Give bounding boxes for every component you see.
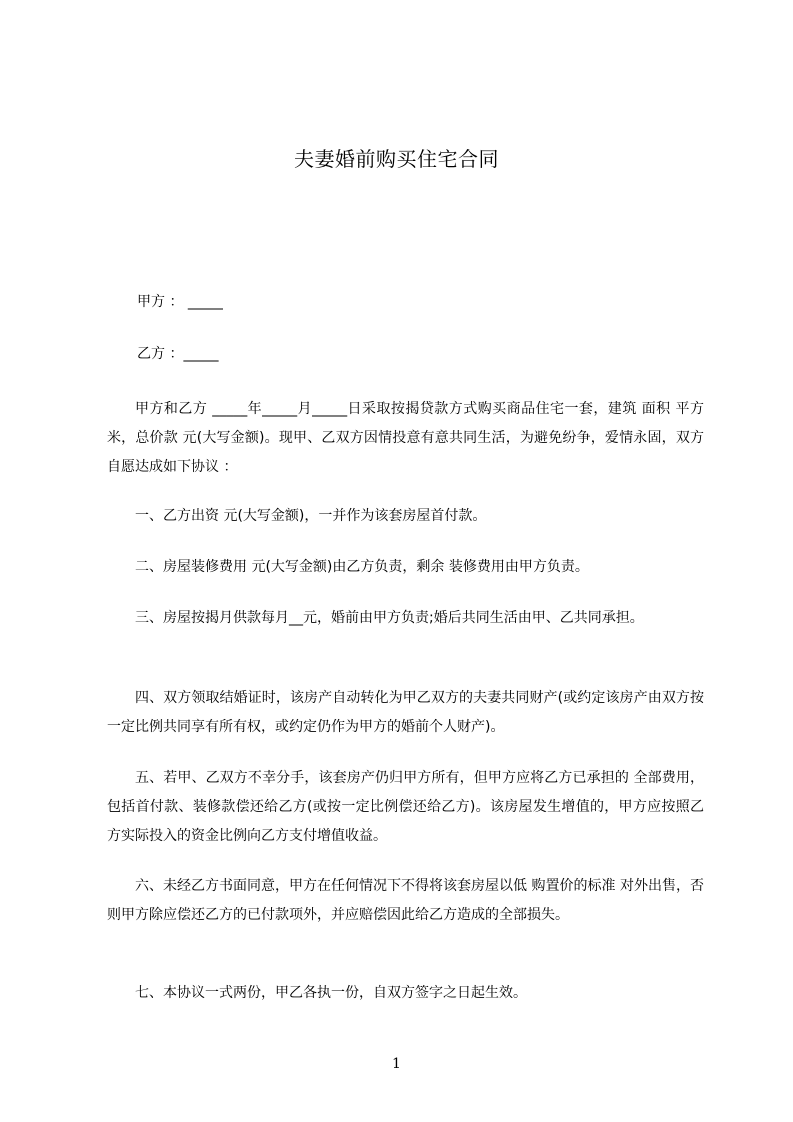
clause-6: 六、未经乙方书面同意，甲方在任何情况下不得将该套房屋以低 购置价的标准 对外出售，否则甲方除应偿还乙方的已付款项外，并应赔偿因此给乙方造成的全部损失。 <box>107 878 704 923</box>
page-number: 1 <box>392 1056 401 1072</box>
clause-2: 二、房屋装修费用 元(大写金额)由乙方负责，剩余 装修费用由甲方负责。 <box>135 559 589 575</box>
clause-4: 四、双方领取结婚证时，该房产自动转化为甲乙双方的夫妻共同财产(或约定该房产由双方按一定比例共同享有所有权，或约定仍作为甲方的婚前个人财产)。 <box>107 690 704 735</box>
clause-3: 三、房屋按揭月供款每月__元，婚前由甲方负责;婚后共同生活由甲、乙共同承担。 <box>135 610 644 626</box>
clause-1: 一、乙方出资 元(大写金额)，一并作为该套房屋首付款。 <box>135 508 487 524</box>
party-b-line: 乙方 ：_____ <box>137 346 219 362</box>
document-title: 夫妻婚前购买住宅合同 <box>294 147 499 171</box>
party-a-line: 甲方 ： _____ <box>137 294 223 310</box>
clause-5: 五、若甲、乙双方不幸分手，该套房产仍归甲方所有，但甲方应将乙方已承担的 全部费用，包括首付款、装修款偿还给乙方(或按一定比例偿还给乙方)。该房屋发生增值的，甲方应按照乙方实际投入的资金比例向乙方支付增值收益。 <box>107 770 704 844</box>
clause-7: 七、本协议一式两份，甲乙各执一份，自双方签字之日起生效。 <box>135 985 527 1001</box>
intro-paragraph: 甲方和乙方 _____年_____月_____日采取按揭贷款方式购买商品住宅一套，建筑 面积 平方米，总价款 元(大写金额)。现甲、乙双方因情投意有意共同生活，为避免纷争，爱情永固，双方自愿达成如下协议 ： <box>107 401 704 475</box>
